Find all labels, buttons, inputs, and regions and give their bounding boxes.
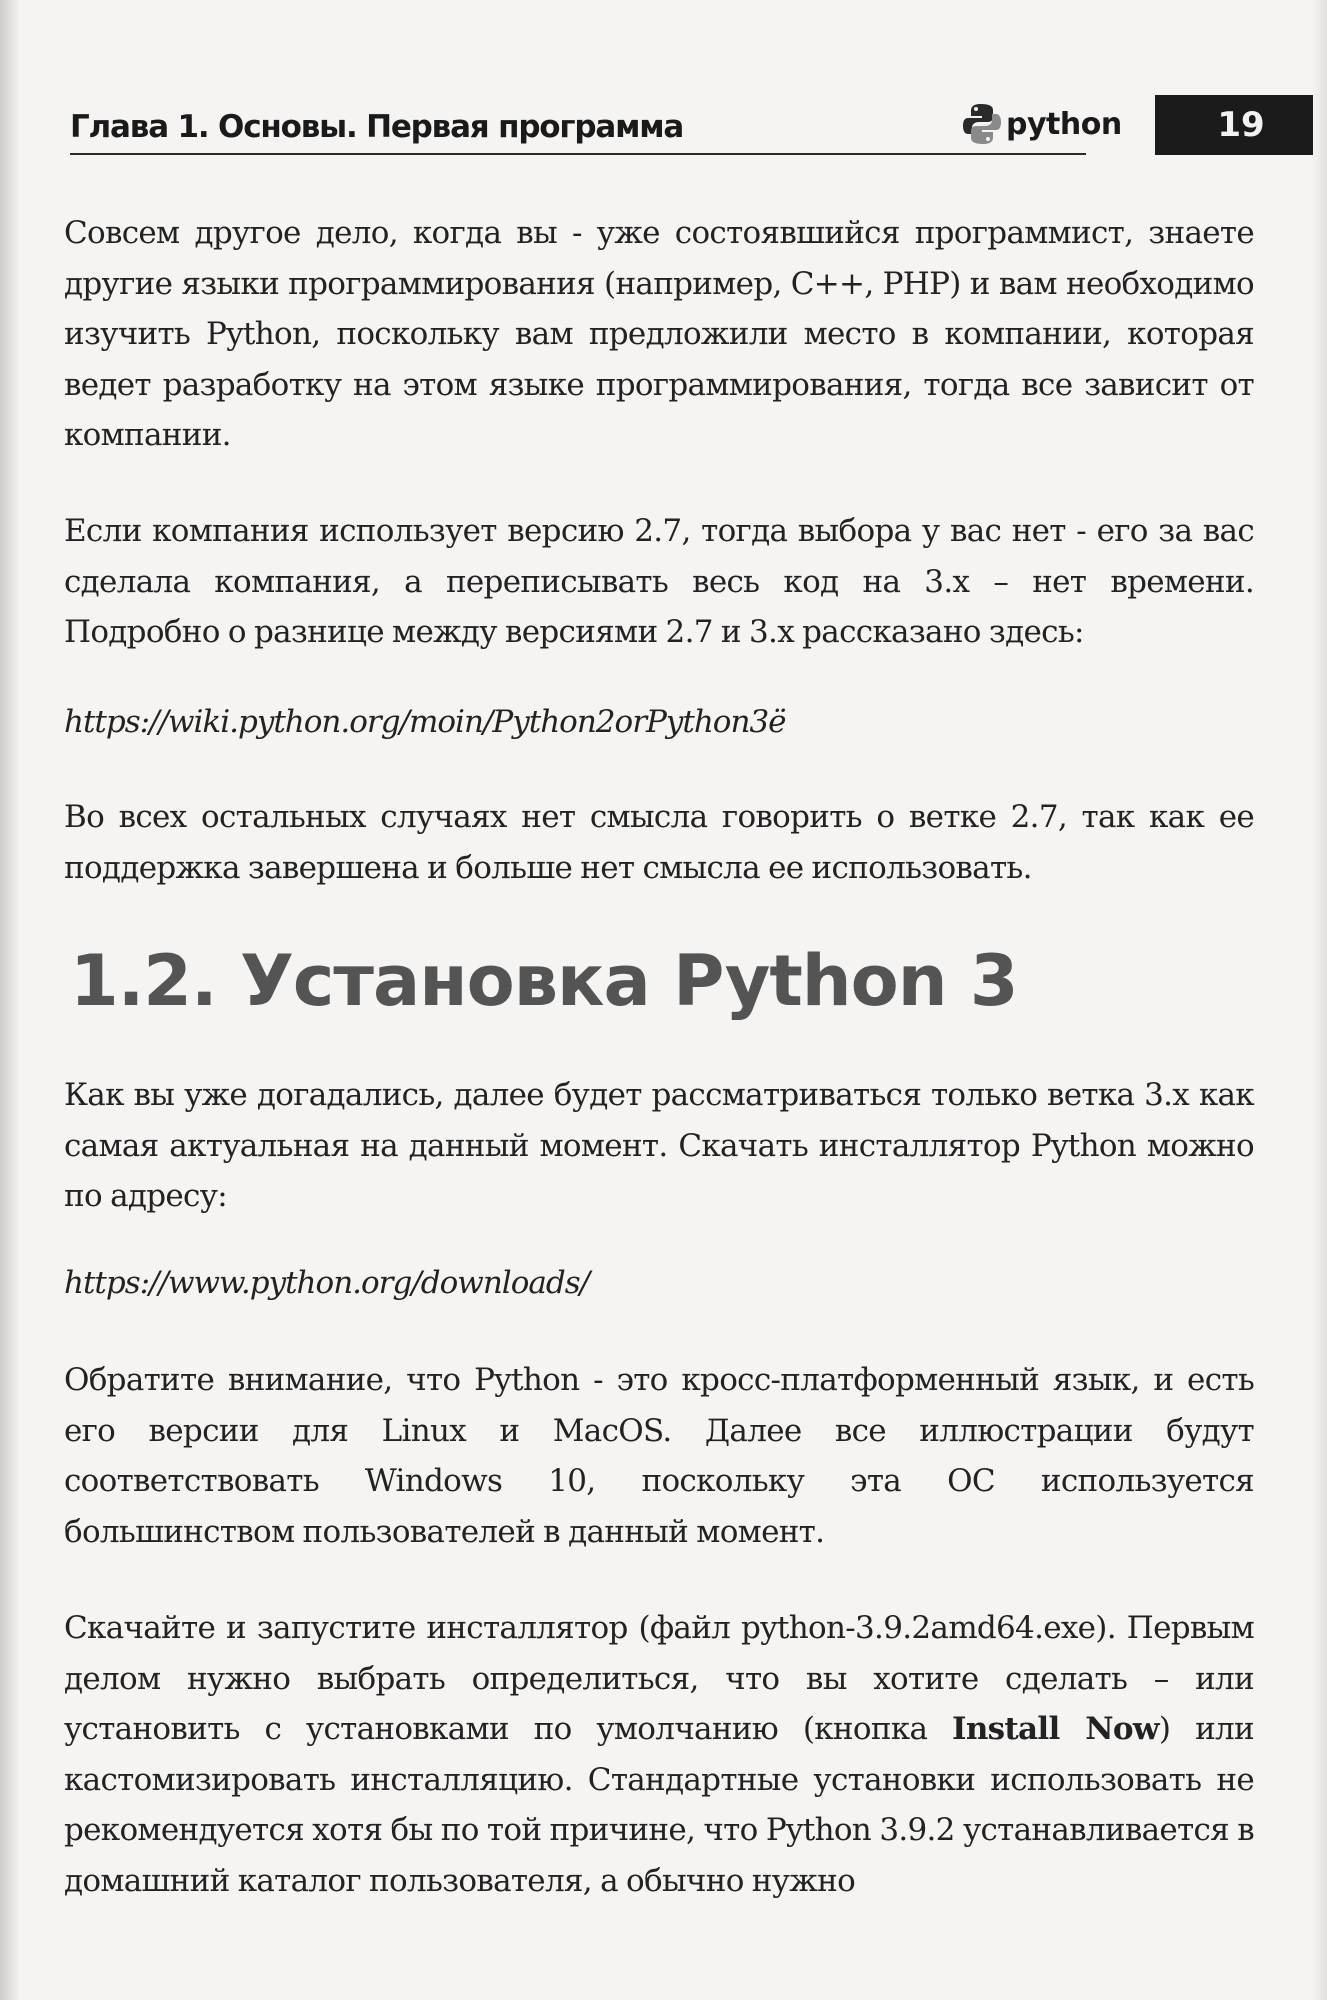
- page-edge: [1313, 0, 1327, 2000]
- paragraph-text: [64, 1603, 1254, 1906]
- install-now-label: Install Now: [952, 1711, 1159, 1747]
- paragraph-text: Как вы уже догадались, далее будет рассматриваться только ветка 3.x как самая актуальная на данный момент. Скачать инсталлятор Python можно по адресу:: [64, 1077, 1254, 1214]
- paragraph-text-part: ) или кастомизировать инсталляцию. Стандартные установки использовать не рекомендуется хотя бы по той причине, что Python 3.9.2 устанавливается в домашний каталог пользователя, а обычно нужно: [64, 1711, 1255, 1899]
- running-header: [70, 95, 1317, 157]
- paragraph-3: [64, 792, 1254, 893]
- url-downloads: [64, 1258, 1254, 1308]
- paragraph-text: Обратите внимание, что Python - это кросс-платформенный язык, и есть его версии для Linux и MacOS. Далее все иллюстрации будут соответствовать Windows 10, поскольку эта ОС используется большинством пользователей в данный момент.: [64, 1362, 1254, 1550]
- paragraph-2: [64, 506, 1254, 658]
- paragraph-text: Если компания использует версию 2.7, тогда выбора у вас нет - его за вас сделала компания, а переписывать весь код на 3.x – нет времени. Подробно о разнице между версиями 2.7 и 3.x рассказано здесь:: [64, 513, 1254, 650]
- binding-shadow: [0, 0, 20, 2000]
- paragraph-text: Во всех остальных случаях нет смысла говорить о ветке 2.7, так как ее поддержка завершена и больше нет смысла ее использовать.: [64, 799, 1254, 886]
- python-logo: [962, 99, 1122, 149]
- paragraph-5: [64, 1355, 1254, 1557]
- paragraph-4: [64, 1070, 1254, 1222]
- url-text: https://wiki.python.org/moin/Python2orPython3ё: [64, 704, 786, 740]
- paragraph-6: [64, 1603, 1254, 1906]
- python-wordmark: python: [1006, 106, 1122, 142]
- paragraph-1: [64, 208, 1254, 461]
- url-text: https://www.python.org/downloads/: [64, 1265, 590, 1301]
- url-wiki: [64, 697, 1254, 747]
- chapter-title: Глава 1. Основы. Первая программа: [70, 109, 684, 145]
- section-heading: 1.2. Установка Python 3: [70, 940, 1018, 1022]
- paragraph-text-part: Скачайте и запустите инсталлятор (файл python-3.9.2amd64.exe). Первым делом нужно выбрать определиться, что вы хотите сделать – или установить с установками по умолчанию (кнопка: [64, 1610, 1254, 1747]
- python-snake-icon: [962, 102, 1002, 146]
- header-rule: [70, 153, 1086, 155]
- paragraph-text: Совсем другое дело, когда вы - уже состоявшийся программист, знаете другие языки программирования (например, C++, PHP) и вам необходимо изучить Python, поскольку вам предложили место в компании, которая ведет разработку на этом языке программирования, тогда все зависит от компании.: [64, 215, 1254, 453]
- page-number: 19: [1155, 95, 1313, 155]
